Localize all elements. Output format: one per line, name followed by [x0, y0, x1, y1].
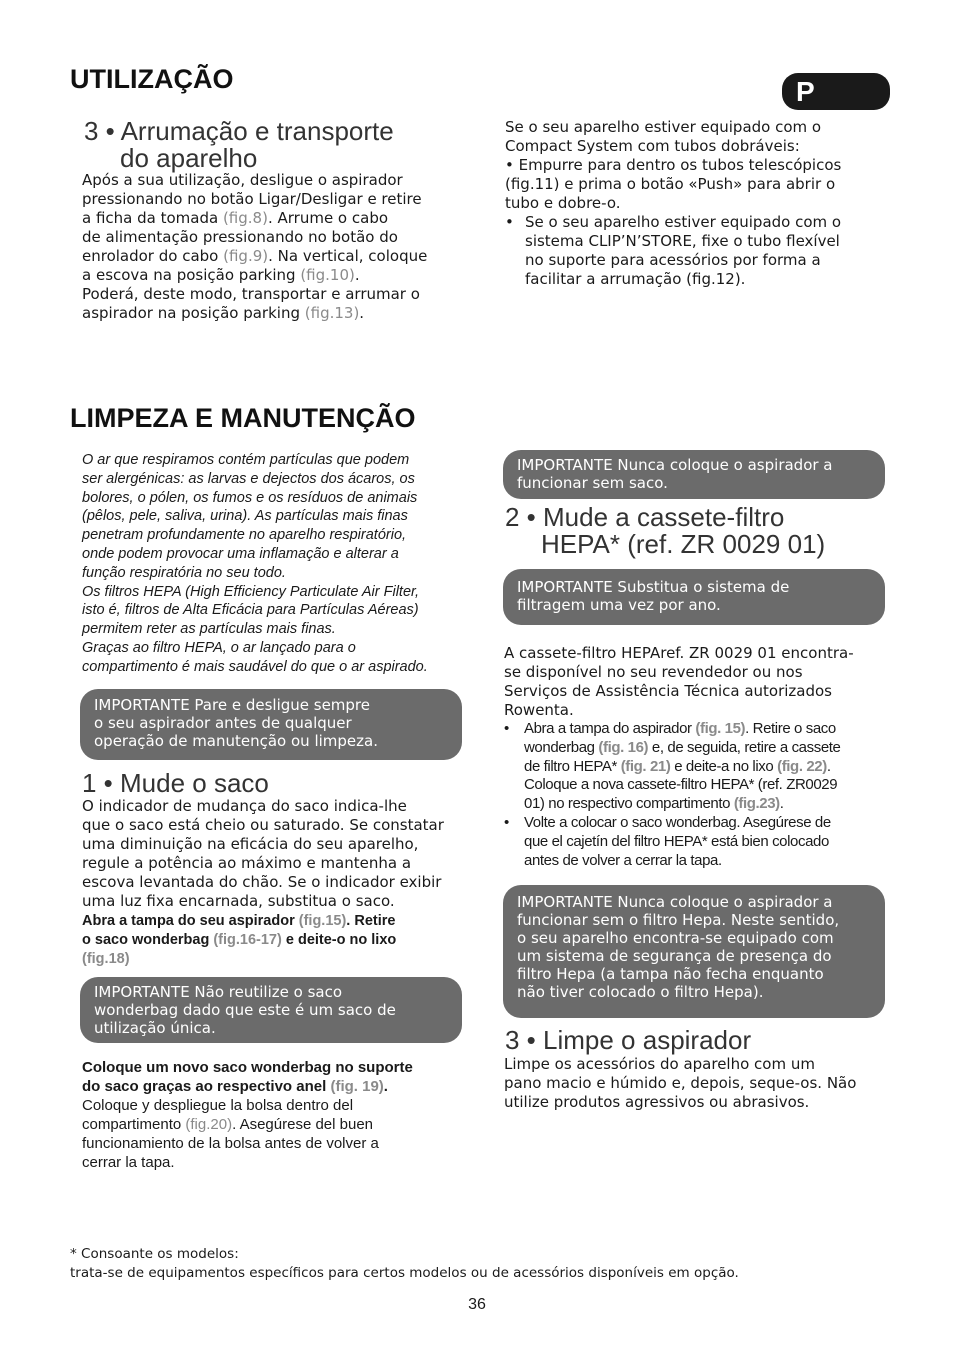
important-box-no-bag: IMPORTANTE Nunca coloque o aspirador a funcionar sem saco. [503, 450, 885, 499]
important-box-reuse: IMPORTANTE Não reutilize o saco wonderbag dado que este é um saco de utilização única. [80, 977, 462, 1043]
section-title-limpeza: LIMPEZA E MANUTENÇÃO [70, 403, 416, 433]
heading-mude-saco: 1 • Mude o saco [82, 768, 269, 798]
fig-ref: (fig.15) [298, 913, 347, 929]
compact-system-text: Se o seu aparelho estiver equipado com o Compact System com tubos dobráveis: • Empurre para dentro os tubos telescópicos (fig.11) e prima o botão «Push» para abrir o tubo e dobre-o. • Se o seu aparelho estiver equipado com o sistema CLIP’N’STORE, fixe o tubo flexível no suporte para acessórios por forma a facilitar a arrumação (fig.12). [505, 118, 905, 289]
fig-ref: (fig. 22) [777, 757, 827, 775]
fig-ref: (fig. 16) [598, 738, 649, 756]
heading-arrumacao: 3 • Arrumação e transporte do aparelho [84, 116, 394, 173]
hepa-intro-text: O ar que respiramos contém partículas que podem ser alergénicas: as larvas e dejectos dos ácaros, os bolores, o pólen, os fumos e os resíduos de animais (pêlos, pele, saliva, urina). As partículas mais finas penetram profundamente no aparelho respiratório, onde podem provocar uma inflamação e alterar a função respiratória no seu todo. Os filtros HEPA (High Efficiency Particulate Air Filter, isto é, filtros de Alta Eficácia para Partículas Aéreas) permitem reter as partículas mais finas. Graças ao filtro HEPA, o ar lançado para o compartimento é mais saudável do que o ar aspirado. [82, 452, 428, 675]
section-title-utilizacao: UTILIZAÇÃO [70, 64, 234, 94]
footnote: * Consoante os modelos: trata-se de equipamentos específicos para certos modelos ou de acessórios disponíveis em opção. [70, 1246, 739, 1281]
cassete-steps [504, 720, 904, 870]
arrumacao-text: Após a sua utilização, desligue o aspirador pressionando no botão Ligar/Desligar e retire a ficha da tomada (fig.8). Arrume o cabo de alimentação pressionando no botão do enrolador do cabo (fig.9). Na vertical, coloque a escova na posição parking (fig.10). Poderá, deste modo, transportar e arrumar o aspirador na posição parking (fig.13). [82, 171, 428, 322]
fig-ref: (fig. 15) [695, 720, 746, 737]
important-box-stop: IMPORTANTE Pare e desligue sempre o seu aspirador antes de qualquer operação de manutenção ou limpeza. [80, 689, 462, 760]
limpe-aspirador-text: Limpe os acessórios do aparelho com um pano macio e húmido e, depois, seque-os. Não utilize produtos agressivos ou abrasivos. [504, 1055, 857, 1111]
fig-ref: (fig. 19) [330, 1078, 384, 1095]
fig-ref: (fig.18) [82, 951, 130, 967]
heading-limpe-aspirador: 3 • Limpe o aspirador [505, 1025, 752, 1055]
heading-mude-cassete: 2 • Mude a cassete-filtro HEPA* (ref. ZR 0029 01) [505, 502, 826, 559]
fig-ref: (fig.10) [300, 266, 355, 284]
language-tab: P [782, 73, 890, 110]
fig-ref: (fig.20) [185, 1116, 233, 1133]
bullet-replace-bag: • Volte a colocar o saco wonderbag. Asegúrese de que el cajetín del filtro HEPA* está bien colocado antes de volver a cerrar la tapa. [504, 814, 904, 870]
fig-ref: (fig.13) [304, 304, 360, 322]
cassete-text: A cassete-filtro HEPAref. ZR 0029 01 encontra- se disponível no seu revendedor ou nos Serviços de Assistência Técnica autorizados Rowenta. [504, 644, 854, 719]
important-box-hepa: IMPORTANTE Nunca coloque o aspirador a funcionar sem o filtro Hepa. Neste sentido, o seu aparelho encontra-se equipado com um sistema de segurança de presença do filtro Hepa (a tampa não fecha enquanto não tiver colocado o filtro Hepa). [503, 885, 885, 1018]
fig-ref: (fig.16-17) [213, 932, 282, 948]
fig-ref: (fig.9) [223, 247, 269, 265]
fig-ref: (fig.8) [222, 209, 268, 227]
bullet-open-lid: • Abra a tampa do aspirador (fig. 15). Retire o saco wonderbag (fig. 16) e, de seguida, retire a cassete de filtro HEPA* (fig. 21) e deite-a no lixo (fig. 22). Coloque a nova cassete-filtro HEPA* (ref. ZR0029 01) no respectivo compartimento (fig.23). [504, 720, 904, 814]
important-box-replace: IMPORTANTE Substitua o sistema de filtragem uma vez por ano. [503, 569, 885, 625]
bullet-clip-n-store: • Se o seu aparelho estiver equipado com o sistema CLIP’N’STORE, fixe o tubo flexível no suporte para acessórios por forma a facilitar a arrumação (fig.12). [505, 213, 905, 289]
novo-saco-text: Coloque um novo saco wonderbag no suporte do saco graças ao respectivo anel (fig. 19). Coloque y despliegue la bolsa dentro del compartimento (fig.20). Asegúrese del buen funcionamiento de la bolsa antes de volver a cerrar la tapa. [82, 1059, 413, 1171]
mude-saco-steps: Abra a tampa do seu aspirador (fig.15). Retire o saco wonderbag (fig.16-17) e deite-o no lixo (fig.18) [82, 913, 397, 967]
mude-saco-text: O indicador de mudança do saco indica-lhe que o saco está cheio ou saturado. Se constatar uma diminuição na eficácia do seu aparelho, regule a potência ao máximo e mantenha a escova levantada do chão. Se o indicador exibir uma luz fixa encarnada, substitua o saco. [82, 797, 444, 910]
page-number: 36 [468, 1296, 486, 1313]
fig-ref: (fig.23) [733, 795, 780, 813]
fig-ref: (fig. 21) [620, 757, 671, 775]
